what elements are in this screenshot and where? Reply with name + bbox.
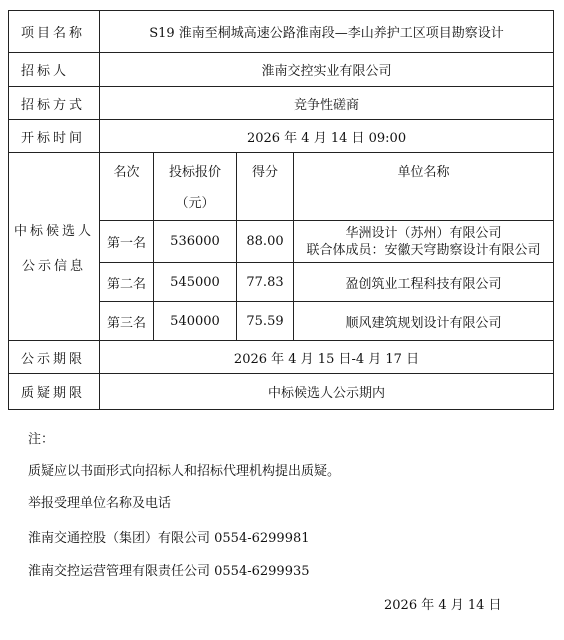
candidate-name [294,221,554,263]
row-project-name [9,11,554,53]
header-bid-price-line2: （元） [175,196,215,211]
publicity-period-label: 公示期限 [9,341,100,374]
document-date: 2026 年 4 月 14 日 [384,598,502,613]
candidates-label-line2: 公示信息 [21,258,86,274]
notes-line-2: 举报受理单位名称及电话 [28,496,172,511]
query-period-label: 质疑期限 [9,374,100,410]
header-bid-price [154,153,237,221]
candidate-score: 77.83 [237,263,294,302]
project-name-value: S19 淮南至桐城高速公路淮南段—李山养护工区项目勘察设计 [100,11,554,53]
query-period-value: 中标候选人公示期内 [100,374,554,410]
candidate-price: 545000 [154,263,237,302]
row-candidates-header [9,153,554,221]
notes-line-3: 淮南交通控股（集团）有限公司 0554-6299981 [28,531,310,546]
row-publicity-period [9,341,554,374]
candidate-price: 536000 [154,221,237,263]
row-tenderer [9,53,554,87]
opening-time-value: 2026 年 4 月 14 日 09:00 [100,120,554,153]
candidate-name-line2: 联合体成员：安徽天穹勘察设计有限公司 [306,242,541,258]
candidate-name: 盈创筑业工程科技有限公司 [294,263,554,302]
method-label: 招标方式 [9,87,100,120]
tenderer-value: 淮南交控实业有限公司 [100,53,554,87]
header-score: 得分 [237,153,294,221]
row-method [9,87,554,120]
candidates-label-line1: 中标候选人 [13,223,94,239]
notes-line-4: 淮南交控运营管理有限责任公司 0554-6299935 [28,564,310,579]
notes-title: 注： [28,432,55,447]
row-query-period [9,374,554,410]
header-rank: 名次 [100,153,154,221]
tenderer-label: 招标人 [9,53,100,87]
candidate-rank: 第一名 [100,221,154,263]
candidate-name: 顺风建筑规划设计有限公司 [294,302,554,341]
project-name-label: 项目名称 [9,11,100,53]
candidate-price: 540000 [154,302,237,341]
row-opening-time [9,120,554,153]
publicity-period-value: 2026 年 4 月 15 日-4 月 17 日 [100,341,554,374]
candidate-rank: 第三名 [100,302,154,341]
method-value: 竞争性磋商 [100,87,554,120]
candidate-score: 75.59 [237,302,294,341]
candidate-rank: 第二名 [100,263,154,302]
bid-result-table [8,10,554,410]
candidates-label [9,153,100,341]
header-bid-price-line1: 投标报价 [168,165,221,180]
candidate-score: 88.00 [237,221,294,263]
header-unit-name: 单位名称 [294,153,554,221]
candidate-name-line1: 华洲设计（苏州）有限公司 [345,225,502,241]
notes-line-1: 质疑应以书面形式向招标人和招标代理机构提出质疑。 [28,464,341,479]
opening-time-label: 开标时间 [9,120,100,153]
